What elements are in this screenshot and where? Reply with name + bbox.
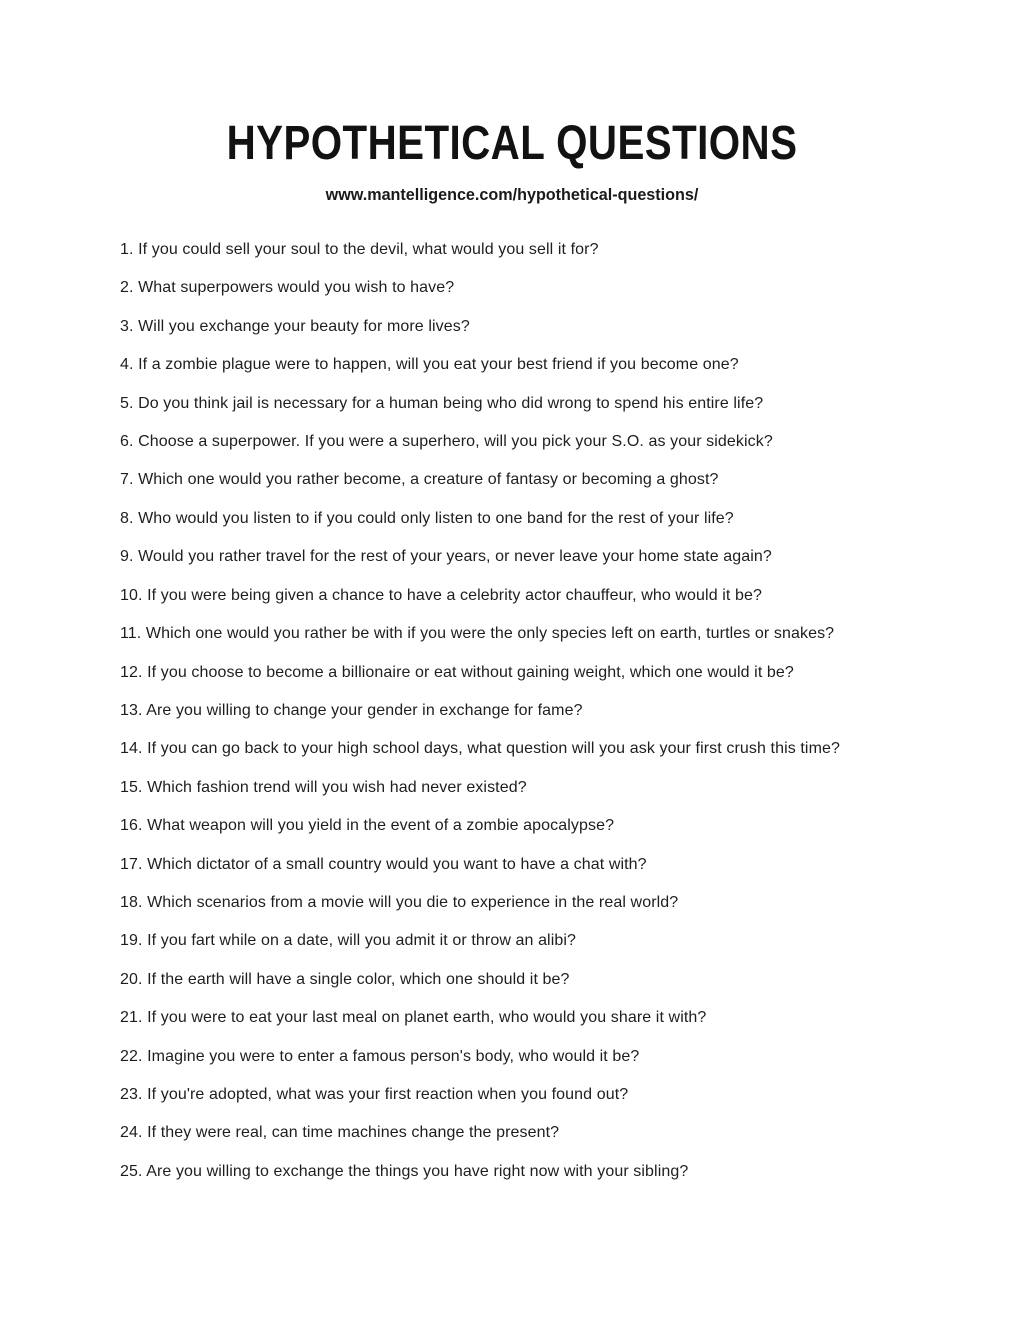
question-text: If you're adopted, what was your first reaction when you found out? bbox=[147, 1085, 629, 1103]
question-text: Who would you listen to if you could only listen to one band for the rest of your life? bbox=[138, 509, 734, 527]
question-text: If you choose to become a billionaire or eat without gaining weight, which one would it be? bbox=[147, 663, 794, 681]
question-number: 18. bbox=[120, 893, 148, 911]
question-item bbox=[120, 461, 1024, 499]
question-item bbox=[120, 1114, 1024, 1152]
question-number: 21. bbox=[120, 1009, 148, 1027]
question-item bbox=[120, 999, 1024, 1037]
question-item bbox=[120, 654, 1024, 692]
question-text: Which one would you rather be with if you were the only species left on earth, turtles or snakes? bbox=[145, 625, 835, 643]
question-item bbox=[120, 423, 1024, 461]
question-number: 23. bbox=[120, 1085, 148, 1103]
question-item bbox=[120, 884, 1024, 922]
question-number: 9. bbox=[120, 548, 139, 566]
question-number: 10. bbox=[120, 586, 148, 604]
question-text: If you were to eat your last meal on planet earth, who would you share it with? bbox=[147, 1009, 707, 1027]
question-text: Are you willing to exchange the things you have right now with your sibling? bbox=[146, 1162, 689, 1180]
question-text: Do you think jail is necessary for a human being who did wrong to spend his entire life? bbox=[138, 394, 764, 412]
question-item bbox=[120, 385, 1024, 423]
question-item bbox=[120, 846, 1024, 884]
question-item bbox=[120, 1076, 1024, 1114]
question-item bbox=[120, 1153, 1024, 1191]
question-item bbox=[120, 807, 1024, 845]
question-text: Which one would you rather become, a creature of fantasy or becoming a ghost? bbox=[138, 471, 719, 489]
question-item bbox=[120, 231, 1024, 269]
question-number: 25. bbox=[120, 1162, 147, 1180]
question-item bbox=[120, 308, 1024, 346]
question-text: If the earth will have a single color, which one should it be? bbox=[147, 970, 570, 988]
question-number: 19. bbox=[120, 932, 148, 950]
question-list bbox=[120, 231, 1024, 1191]
question-number: 3. bbox=[120, 317, 139, 335]
question-text: If they were real, can time machines change the present? bbox=[147, 1124, 560, 1142]
question-item bbox=[120, 922, 1024, 960]
question-number: 11. bbox=[120, 625, 146, 643]
question-item bbox=[120, 269, 1024, 307]
question-number: 12. bbox=[120, 663, 148, 681]
question-number: 5. bbox=[120, 394, 139, 412]
question-text: If you can go back to your high school days, what question will you ask your first crush this time? bbox=[147, 740, 840, 758]
question-item bbox=[120, 577, 1024, 615]
question-item bbox=[120, 615, 1024, 653]
question-text: Which dictator of a small country would you want to have a chat with? bbox=[147, 855, 647, 873]
question-text: If you were being given a chance to have a celebrity actor chauffeur, who would it be? bbox=[147, 586, 762, 604]
question-number: 15. bbox=[120, 778, 148, 796]
question-text: If you fart while on a date, will you admit it or throw an alibi? bbox=[147, 932, 577, 950]
page-title: HYPOTHETICAL QUESTIONS bbox=[226, 117, 798, 170]
question-item bbox=[120, 538, 1024, 576]
question-text: Would you rather travel for the rest of your years, or never leave your home state again? bbox=[138, 548, 772, 566]
question-number: 8. bbox=[120, 509, 139, 527]
question-number: 2. bbox=[120, 279, 139, 297]
source-url: www.mantelligence.com/hypothetical-questions/ bbox=[325, 185, 699, 204]
question-text: Choose a superpower. If you were a superhero, will you pick your S.O. as your sidekick? bbox=[138, 433, 773, 451]
question-item bbox=[120, 730, 1024, 768]
question-number: 13. bbox=[120, 701, 147, 719]
question-text: Imagine you were to enter a famous person's body, who would it be? bbox=[147, 1047, 640, 1065]
question-item bbox=[120, 346, 1024, 384]
question-number: 16. bbox=[120, 817, 148, 835]
question-number: 22. bbox=[120, 1047, 148, 1065]
question-item bbox=[120, 769, 1024, 807]
question-number: 20. bbox=[120, 970, 148, 988]
question-number: 1. bbox=[120, 241, 139, 259]
question-number: 4. bbox=[120, 356, 139, 374]
question-text: Which fashion trend will you wish had never existed? bbox=[147, 778, 527, 796]
question-item bbox=[120, 692, 1024, 730]
question-text: If you could sell your soul to the devil, what would you sell it for? bbox=[138, 241, 599, 259]
question-number: 24. bbox=[120, 1124, 148, 1142]
question-text: If a zombie plague were to happen, will you eat your best friend if you become one? bbox=[138, 356, 739, 374]
question-number: 17. bbox=[120, 855, 148, 873]
question-item bbox=[120, 1038, 1024, 1076]
question-item bbox=[120, 961, 1024, 999]
question-number: 14. bbox=[120, 740, 148, 758]
question-text: What superpowers would you wish to have? bbox=[138, 279, 455, 297]
question-text: Which scenarios from a movie will you die to experience in the real world? bbox=[147, 893, 679, 911]
question-text: What weapon will you yield in the event of a zombie apocalypse? bbox=[147, 817, 615, 835]
question-number: 6. bbox=[120, 433, 139, 451]
question-number: 7. bbox=[120, 471, 139, 489]
question-item bbox=[120, 500, 1024, 538]
question-text: Will you exchange your beauty for more lives? bbox=[138, 317, 470, 335]
question-text: Are you willing to change your gender in exchange for fame? bbox=[146, 701, 583, 719]
